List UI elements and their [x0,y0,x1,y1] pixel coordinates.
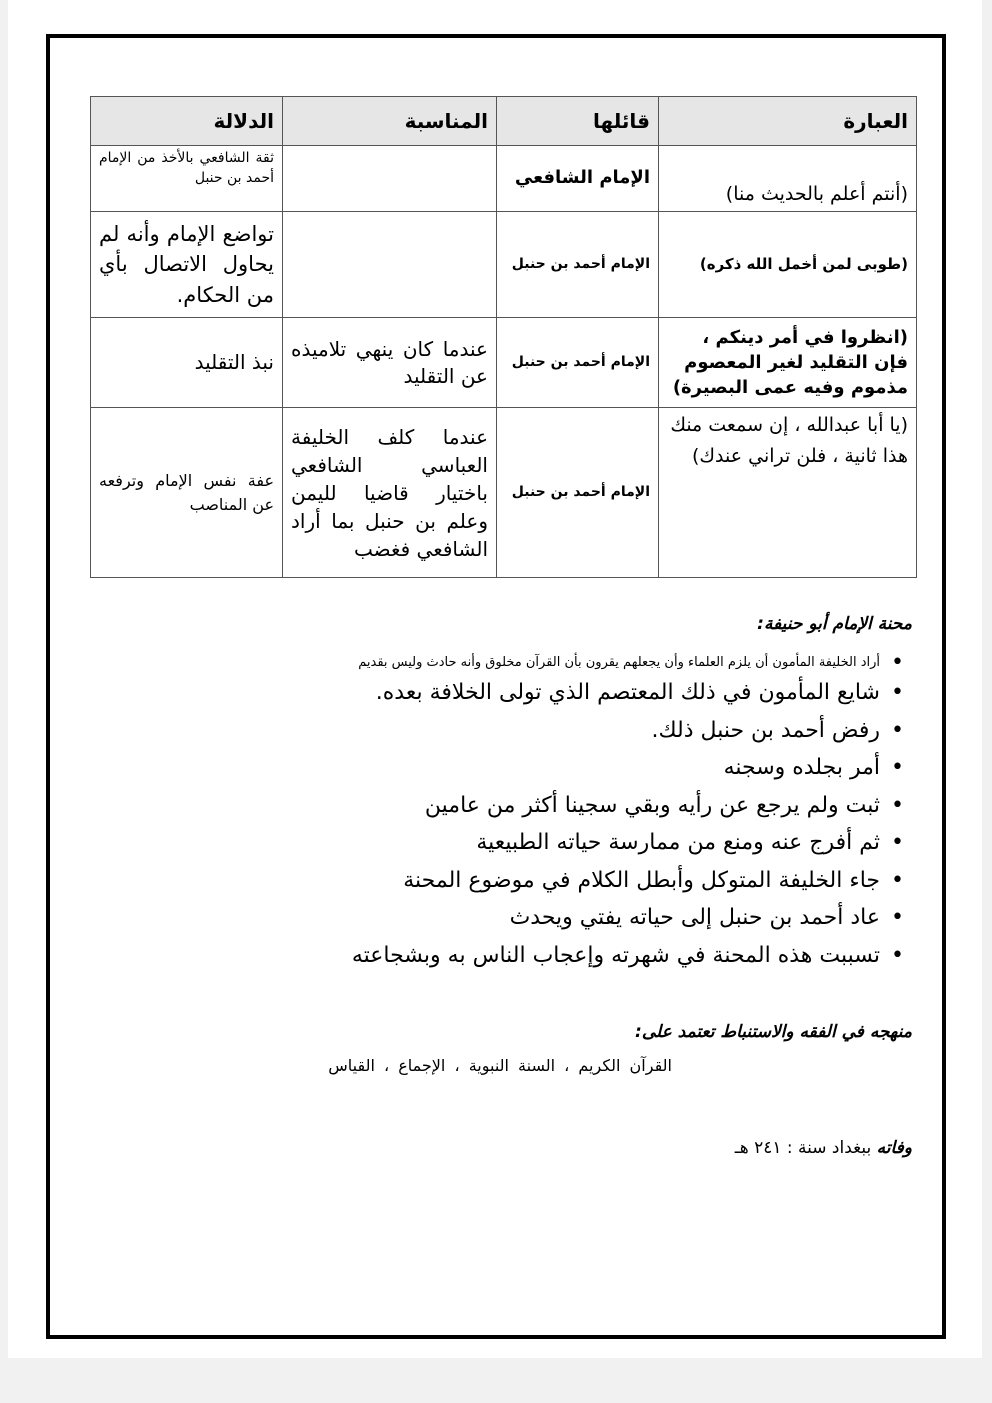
method-sources: القرآن الكريم ، السنة النبوية ، الإجماع ، القياس [328,1056,672,1075]
row-expression: (أنتم أعلم بالحديث منا) [659,146,917,212]
row-speaker: الإمام أحمد بن حنبل [497,212,659,318]
row-occasion [283,146,497,212]
table-header-row [91,97,917,146]
header-occasion: المناسبة [283,97,497,146]
row-significance: نبذ التقليد [91,318,283,408]
table-row [91,408,917,578]
header-expression: العبارة [659,97,917,146]
row-speaker: الإمام الشافعي [497,146,659,212]
row-occasion: عندما كان ينهي تلاميذه عن التقليد [283,318,497,408]
list-item: • ثبت ولم يرجع عن رأيه وبقي سجينا أكثر من عامين [140,787,880,825]
row-expression: (انظروا في أمر دينكم ، فإن التقليد لغير المعصوم مذموم وفيه عمى البصيرة) [659,318,917,408]
row-speaker: الإمام أحمد بن حنبل [497,318,659,408]
death-text: ببغداد سنة : ٢٤١ هـ [734,1138,872,1158]
ordeal-heading: محنة الإمام أبو حنيفة: [757,614,912,634]
list-item: • ثم أفرج عنه ومنع من ممارسة حياته الطبيعية [140,824,880,862]
row-significance: تواضع الإمام وأنه لم يحاول الاتصال بأي من الحكام. [91,212,283,318]
row-significance: ثقة الشافعي بالأخذ من الإمام أحمد بن حنبل [91,146,283,212]
list-item: • أراد الخليفة المأمون أن يلزم العلماء وأن يجعلهم يقرون بأن القرآن مخلوق وأنه حادث وليس بقديم [140,652,880,674]
list-item: • رفض أحمد بن حنبل ذلك. [140,712,880,750]
list-item: • تسببت هذه المحنة في شهرته وإعجاب الناس به وبشجاعته [140,937,880,975]
header-speaker: قائلها [497,97,659,146]
row-expression: (يا أبا عبدالله ، إن سمعت منك هذا ثانية ، فلن تراني عندك) [659,408,917,578]
page-sheet [8,0,982,1358]
death-line [735,1138,912,1158]
row-speaker: الإمام أحمد بن حنبل [497,408,659,578]
table-row [91,146,917,212]
row-occasion [283,212,497,318]
list-item: • شايع المأمون في ذلك المعتصم الذي تولى الخلافة بعده. [140,674,880,712]
list-item: • جاء الخليفة المتوكل وأبطل الكلام في موضوع المحنة [140,862,880,900]
list-item: • أمر بجلده وسجنه [140,749,880,787]
table-row [91,212,917,318]
row-occasion: عندما كلف الخليفة العباسي الشافعي باختيار قاضيا لليمن وعلم بن حنبل بما أراد الشافعي فغضب [283,408,497,578]
list-item: • عاد أحمد بن حنبل إلى حياته يفتي ويحدث [140,899,880,937]
ordeal-list [140,652,902,974]
row-expression: (طوبى لمن أخمل الله ذكره) [659,212,917,318]
quotes-table [90,96,917,578]
death-label: وفاته [876,1138,912,1158]
table-row [91,318,917,408]
method-heading: منهجه في الفقه والاستنباط تعتمد على: [635,1022,912,1042]
row-significance: عفة نفس الإمام وترفعه عن المناصب [91,408,283,578]
header-significance: الدلالة [91,97,283,146]
